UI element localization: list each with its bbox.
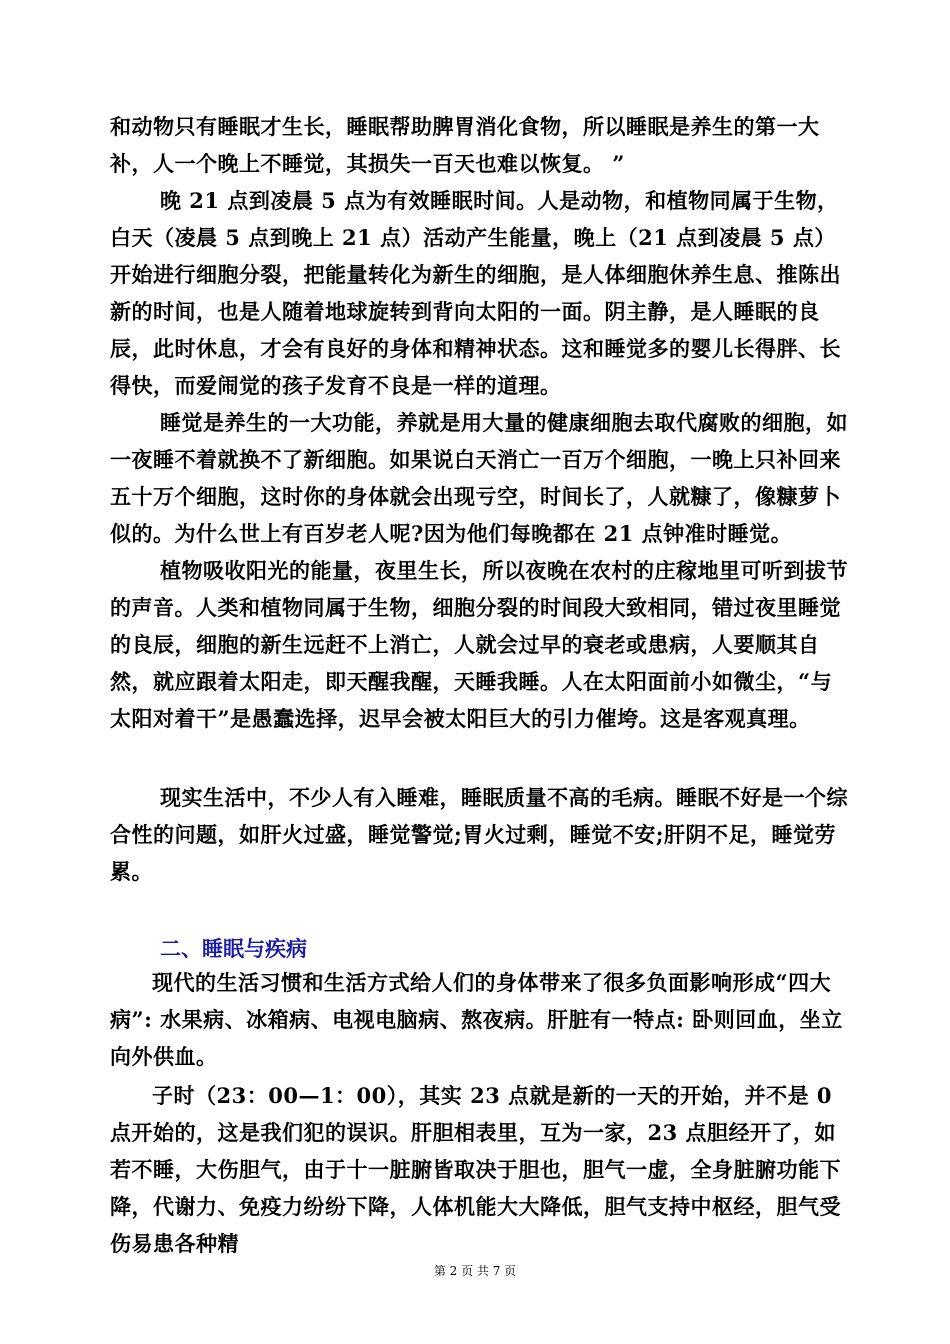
paragraph-5: 现实生活中，不少人有入睡难，睡眠质量不高的毛病。睡眠不好是一个综合性的问题，如肝火过盛，睡觉警觉;胃火过剩，睡觉不安;肝阴不足，睡觉劳累。 [110,785,848,884]
paragraph-3: 睡觉是养生的一大功能，养就是用大量的健康细胞去取代腐败的细胞，如一夜睡不着就换不了新细胞。如果说白天消亡一百万个细胞，一晚上只补回来五十万个细胞，这时你的身体就会出现亏空，时间长了，人就糠了，像糠萝卜似的。为什么世上有百岁老人呢?因为他们每晚都在 21 点钟准时睡觉。 [110,410,848,546]
paragraph-4: 植物吸收阳光的能量，夜里生长，所以夜晚在农村的庄稼地里可听到拔节的声音。人类和植物同属于生物，细胞分裂的时间段大致相同，错过夜里睡觉的良辰，细胞的新生远赶不上消亡，人就会过早的衰老或患病，人要顺其自然，就应跟着太阳走，即天醒我醒，天睡我睡。人在太阳面前小如微尘，“与太阳对着干”是愚蠢选择，迟早会被太阳巨大的引力催垮。这是客观真理。 [110,558,848,731]
section-paragraph-2: 子时（23：00—1：00），其实 23 点就是新的一天的开始，并不是 0 点开始的，这是我们犯的误识。肝胆相表里，互为一家，23 点胆经开了，如若不睡，大伤胆气，由于十一脏腑皆取决于胆也，胆气一虚，全身脏腑功能下降，代谢力、免疫力纷纷下降，人体机能大大降低，胆气支持中枢经，胆气受伤易患各种精 [110,1083,841,1256]
section-paragraph-1: 现代的生活习惯和生活方式给人们的身体带来了很多负面影响形成“四大病”: 水果病、冰箱病、电视电脑病、熬夜病。肝脏有一特点: 卧则回血，坐立向外供血。 [110,970,843,1069]
section-heading: 二、睡眠与疾病 [160,936,307,961]
paragraph-1: 和动物只有睡眠才生长，睡眠帮助脾胃消化食物，所以睡眠是养生的第一大补，人一个晚上不睡觉，其损失一百天也难以恢复。 ” [110,114,820,176]
page-footer: 第 2 页 共 7 页 [433,1264,517,1278]
paragraph-2: 晚 21 点到凌晨 5 点为有效睡眠时间。人是动物，和植物同属于生物，白天（凌晨 5 点到晚上 21 点）活动产生能量，晚上（21 点到凌晨 5 点）开始进行细胞分裂，把能量转化为新生的细胞，是人体细胞休养生息、推陈出新的时间，也是人随着地球旋转到背向太阳的一面。阴主静，是人睡眠的良辰，此时休息，才会有良好的身体和精神状态。这和睡觉多的婴儿长得胖、长得快，而爱闹觉的孩子发育不良是一样的道理。 [110,188,841,398]
